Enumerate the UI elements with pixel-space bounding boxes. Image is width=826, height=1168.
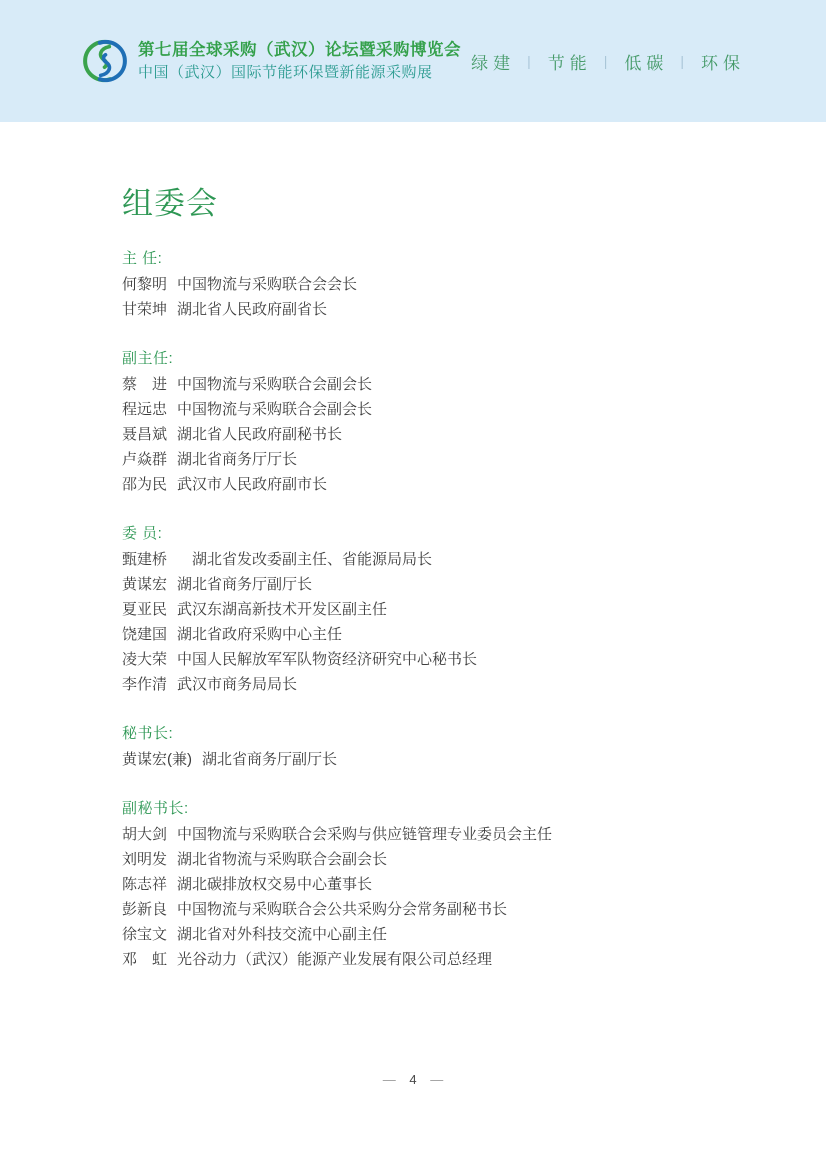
member-name: 徐宝文 bbox=[122, 926, 168, 943]
member-title: 中国物流与采购联合会采购与供应链管理专业委员会主任 bbox=[177, 826, 553, 843]
member-row bbox=[122, 647, 746, 672]
member-title: 武汉市人民政府副市长 bbox=[177, 476, 328, 493]
member-title: 湖北省商务厅厅长 bbox=[177, 451, 298, 468]
tag-energy-saving: 节能 bbox=[547, 53, 592, 73]
expo-brand bbox=[82, 38, 461, 84]
member-row bbox=[122, 422, 746, 447]
member-name: 程远忠 bbox=[122, 401, 168, 418]
committee-section bbox=[122, 521, 746, 697]
member-name: 饶建国 bbox=[122, 626, 168, 643]
member-title: 湖北碳排放权交易中心董事长 bbox=[177, 876, 373, 893]
member-row bbox=[122, 922, 746, 947]
page-content bbox=[0, 122, 826, 972]
brand-text bbox=[138, 39, 461, 84]
section-label: 副秘书长: bbox=[122, 800, 189, 817]
committee-section bbox=[122, 721, 746, 772]
tag-low-carbon: 低碳 bbox=[624, 53, 669, 73]
committee-section bbox=[122, 346, 746, 497]
member-row bbox=[122, 447, 746, 472]
member-name: 刘明发 bbox=[122, 851, 168, 868]
section-members bbox=[122, 822, 746, 972]
member-title: 中国物流与采购联合会会长 bbox=[177, 276, 358, 293]
member-name: 凌大荣 bbox=[122, 651, 168, 668]
member-title: 武汉市商务局局长 bbox=[177, 676, 298, 693]
expo-subtitle: 中国（武汉）国际节能环保暨新能源采购展 bbox=[138, 64, 433, 81]
footer-left-dash: — bbox=[382, 1072, 396, 1087]
expo-logo-icon bbox=[82, 38, 128, 84]
committee-sections bbox=[122, 246, 746, 972]
member-title: 中国人民解放军军队物资经济研究中心秘书长 bbox=[177, 651, 478, 668]
member-name: 甄建桥 bbox=[122, 551, 168, 568]
member-row bbox=[122, 572, 746, 597]
member-row bbox=[122, 847, 746, 872]
member-name: 何黎明 bbox=[122, 276, 168, 293]
member-name: 邓 虹 bbox=[122, 951, 168, 968]
section-members bbox=[122, 747, 746, 772]
footer-right-dash: — bbox=[430, 1072, 444, 1087]
member-name: 蔡 进 bbox=[122, 376, 168, 393]
section-label: 副主任: bbox=[122, 350, 174, 367]
member-title: 湖北省发改委副主任、省能源局局长 bbox=[177, 551, 433, 568]
tag-separator: | bbox=[603, 53, 608, 69]
member-title: 湖北省商务厅副厅长 bbox=[177, 576, 313, 593]
member-title: 中国物流与采购联合会公共采购分会常务副秘书长 bbox=[177, 901, 508, 918]
member-name: 胡大剑 bbox=[122, 826, 168, 843]
tag-separator: | bbox=[527, 53, 531, 69]
member-name: 卢焱群 bbox=[122, 451, 168, 468]
member-row bbox=[122, 547, 746, 572]
section-label: 主 任: bbox=[122, 250, 163, 267]
section-members bbox=[122, 272, 746, 322]
member-row bbox=[122, 372, 746, 397]
member-title: 湖北省人民政府副省长 bbox=[177, 301, 328, 318]
page-number: 4 bbox=[409, 1072, 417, 1087]
member-title: 中国物流与采购联合会副会长 bbox=[177, 401, 373, 418]
header-tags bbox=[471, 49, 745, 74]
tag-eco-friendly: 环保 bbox=[701, 53, 745, 73]
page-header bbox=[0, 0, 826, 122]
section-members bbox=[122, 547, 746, 697]
member-name: 邵为民 bbox=[122, 476, 168, 493]
member-row bbox=[122, 622, 746, 647]
member-row bbox=[122, 597, 746, 622]
page-title: 组委会 bbox=[122, 186, 218, 221]
member-row bbox=[122, 947, 746, 972]
member-title: 武汉东湖高新技术开发区副主任 bbox=[177, 601, 388, 618]
member-row bbox=[122, 897, 746, 922]
member-name: 黄谋宏 bbox=[122, 576, 168, 593]
member-row bbox=[122, 272, 746, 297]
member-title: 湖北省商务厅副厅长 bbox=[202, 751, 338, 768]
member-name: 夏亚民 bbox=[122, 601, 168, 618]
committee-section bbox=[122, 246, 746, 322]
member-title: 湖北省对外科技交流中心副主任 bbox=[177, 926, 388, 943]
page-footer bbox=[0, 1072, 826, 1087]
member-title: 光谷动力（武汉）能源产业发展有限公司总经理 bbox=[177, 951, 493, 968]
member-name: 黄谋宏(兼) bbox=[122, 751, 192, 768]
tag-separator: | bbox=[680, 53, 684, 69]
member-name: 陈志祥 bbox=[122, 876, 168, 893]
member-row bbox=[122, 397, 746, 422]
tag-green-building: 绿建 bbox=[471, 53, 516, 73]
section-label: 委 员: bbox=[122, 525, 163, 542]
member-title: 中国物流与采购联合会副会长 bbox=[177, 376, 373, 393]
member-title: 湖北省物流与采购联合会副会长 bbox=[177, 851, 388, 868]
member-row bbox=[122, 822, 746, 847]
member-name: 彭新良 bbox=[122, 901, 168, 918]
member-title: 湖北省人民政府副秘书长 bbox=[177, 426, 343, 443]
member-name: 聂昌斌 bbox=[122, 426, 168, 443]
member-title: 湖北省政府采购中心主任 bbox=[177, 626, 343, 643]
member-row bbox=[122, 872, 746, 897]
member-row bbox=[122, 672, 746, 697]
member-row bbox=[122, 472, 746, 497]
member-name: 李作清 bbox=[122, 676, 168, 693]
section-label: 秘书长: bbox=[122, 725, 174, 742]
member-name: 甘荣坤 bbox=[122, 301, 168, 318]
expo-title: 第七届全球采购（武汉）论坛暨采购博览会 bbox=[138, 40, 461, 59]
member-row bbox=[122, 747, 746, 772]
member-row bbox=[122, 297, 746, 322]
committee-section bbox=[122, 796, 746, 972]
section-members bbox=[122, 372, 746, 497]
